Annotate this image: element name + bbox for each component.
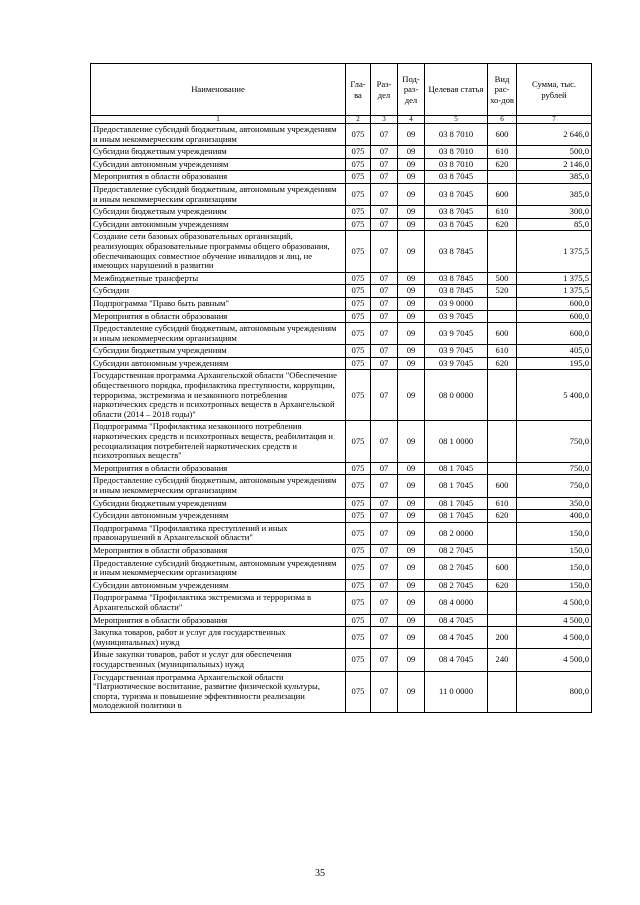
header-name: Наименование bbox=[91, 64, 346, 116]
cell-target: 08 2 7045 bbox=[425, 557, 488, 579]
table-row bbox=[91, 627, 592, 649]
table-row bbox=[91, 171, 592, 184]
cell-sum: 500,0 bbox=[517, 146, 592, 159]
table-row bbox=[91, 183, 592, 205]
cell-name: Межбюджетные трансферты bbox=[91, 272, 346, 285]
table-row bbox=[91, 462, 592, 475]
column-number-row bbox=[91, 116, 592, 124]
cell-target: 08 1 7045 bbox=[425, 497, 488, 510]
table-row bbox=[91, 592, 592, 614]
cell-podrazdel: 09 bbox=[398, 579, 425, 592]
cell-name: Мероприятия в области образования bbox=[91, 171, 346, 184]
cell-podrazdel: 09 bbox=[398, 323, 425, 345]
cell-name: Предоставление субсидий бюджетным, автономным учреждениям и иным некоммерческим организациям bbox=[91, 124, 346, 146]
cell-vid: 500 bbox=[488, 272, 517, 285]
table-row bbox=[91, 297, 592, 310]
cell-target: 08 2 7045 bbox=[425, 579, 488, 592]
cell-glava: 075 bbox=[346, 285, 371, 298]
cell-razdel: 07 bbox=[371, 544, 398, 557]
cell-glava: 075 bbox=[346, 579, 371, 592]
cell-target: 03 8 7845 bbox=[425, 272, 488, 285]
table-row bbox=[91, 310, 592, 323]
cell-podrazdel: 09 bbox=[398, 370, 425, 421]
cell-razdel: 07 bbox=[371, 557, 398, 579]
cell-vid: 600 bbox=[488, 183, 517, 205]
cell-podrazdel: 09 bbox=[398, 614, 425, 627]
cell-name: Создание сети базовых образовательных организаций, реализующих образовательные программы общего образования, обеспечивающих совместное обучение инвалидов и лиц, не имеющих нарушений в развитии bbox=[91, 231, 346, 272]
cell-razdel: 07 bbox=[371, 124, 398, 146]
cell-name: Подпрограмма "Профилактика экстремизма и терроризма в Архангельской области" bbox=[91, 592, 346, 614]
cell-razdel: 07 bbox=[371, 171, 398, 184]
cell-podrazdel: 09 bbox=[398, 146, 425, 159]
cell-target: 08 2 0000 bbox=[425, 522, 488, 544]
cell-razdel: 07 bbox=[371, 475, 398, 497]
cell-sum: 350,0 bbox=[517, 497, 592, 510]
table-row bbox=[91, 206, 592, 219]
table-row bbox=[91, 345, 592, 358]
cell-podrazdel: 09 bbox=[398, 522, 425, 544]
cell-name: Мероприятия в области образования bbox=[91, 462, 346, 475]
cell-name: Субсидии автономным учреждениям bbox=[91, 510, 346, 523]
cell-razdel: 07 bbox=[371, 649, 398, 671]
cell-podrazdel: 09 bbox=[398, 124, 425, 146]
cell-sum: 750,0 bbox=[517, 462, 592, 475]
cell-name: Государственная программа Архангельской области "Обеспечение общественного порядка, профилактика преступности, коррупции, терроризма, экстремизма и незаконного потребления наркотических средств и психотропных веществ в Архангельской области (2014 – 2018 годы)" bbox=[91, 370, 346, 421]
cell-razdel: 07 bbox=[371, 522, 398, 544]
cell-name: Субсидии бюджетным учреждениям bbox=[91, 345, 346, 358]
cell-glava: 075 bbox=[346, 421, 371, 462]
cell-glava: 075 bbox=[346, 357, 371, 370]
cell-sum: 150,0 bbox=[517, 544, 592, 557]
cell-podrazdel: 09 bbox=[398, 462, 425, 475]
cell-target: 08 1 7045 bbox=[425, 510, 488, 523]
cell-sum: 5 400,0 bbox=[517, 370, 592, 421]
cell-podrazdel: 09 bbox=[398, 627, 425, 649]
column-number: 2 bbox=[346, 116, 371, 124]
cell-sum: 405,0 bbox=[517, 345, 592, 358]
cell-podrazdel: 09 bbox=[398, 671, 425, 712]
cell-razdel: 07 bbox=[371, 614, 398, 627]
table-row bbox=[91, 158, 592, 171]
cell-sum: 2 146,0 bbox=[517, 158, 592, 171]
cell-sum: 600,0 bbox=[517, 323, 592, 345]
cell-glava: 075 bbox=[346, 497, 371, 510]
cell-glava: 075 bbox=[346, 171, 371, 184]
cell-razdel: 07 bbox=[371, 510, 398, 523]
table-row bbox=[91, 146, 592, 159]
cell-sum: 195,0 bbox=[517, 357, 592, 370]
cell-sum: 4 500,0 bbox=[517, 614, 592, 627]
cell-razdel: 07 bbox=[371, 462, 398, 475]
cell-razdel: 07 bbox=[371, 421, 398, 462]
column-number: 6 bbox=[488, 116, 517, 124]
header-glava: Гла-ва bbox=[346, 64, 371, 116]
cell-glava: 075 bbox=[346, 345, 371, 358]
column-number: 4 bbox=[398, 116, 425, 124]
cell-glava: 075 bbox=[346, 370, 371, 421]
table-row bbox=[91, 370, 592, 421]
cell-vid: 600 bbox=[488, 557, 517, 579]
cell-target: 03 8 7010 bbox=[425, 158, 488, 171]
cell-podrazdel: 09 bbox=[398, 475, 425, 497]
cell-podrazdel: 09 bbox=[398, 158, 425, 171]
cell-target: 08 4 7045 bbox=[425, 649, 488, 671]
cell-name: Субсидии автономным учреждениям bbox=[91, 579, 346, 592]
table-row bbox=[91, 357, 592, 370]
cell-razdel: 07 bbox=[371, 323, 398, 345]
cell-podrazdel: 09 bbox=[398, 345, 425, 358]
cell-sum: 600,0 bbox=[517, 297, 592, 310]
cell-name: Мероприятия в области образования bbox=[91, 614, 346, 627]
cell-name: Субсидии автономным учреждениям bbox=[91, 158, 346, 171]
cell-razdel: 07 bbox=[371, 285, 398, 298]
cell-sum: 1 375,5 bbox=[517, 272, 592, 285]
cell-podrazdel: 09 bbox=[398, 649, 425, 671]
cell-glava: 075 bbox=[346, 297, 371, 310]
cell-target: 03 9 7045 bbox=[425, 310, 488, 323]
cell-target: 11 0 0000 bbox=[425, 671, 488, 712]
cell-vid bbox=[488, 171, 517, 184]
cell-glava: 075 bbox=[346, 183, 371, 205]
cell-sum: 150,0 bbox=[517, 557, 592, 579]
cell-razdel: 07 bbox=[371, 345, 398, 358]
cell-podrazdel: 09 bbox=[398, 218, 425, 231]
table-row bbox=[91, 323, 592, 345]
cell-glava: 075 bbox=[346, 475, 371, 497]
cell-name: Подпрограмма "Профилактика преступлений и иных правонарушений в Архангельской области" bbox=[91, 522, 346, 544]
cell-target: 03 8 7045 bbox=[425, 171, 488, 184]
cell-razdel: 07 bbox=[371, 627, 398, 649]
cell-razdel: 07 bbox=[371, 218, 398, 231]
header-sum: Сумма, тыс. рублей bbox=[517, 64, 592, 116]
cell-name: Мероприятия в области образования bbox=[91, 544, 346, 557]
cell-razdel: 07 bbox=[371, 206, 398, 219]
cell-target: 08 1 7045 bbox=[425, 475, 488, 497]
cell-vid bbox=[488, 614, 517, 627]
cell-glava: 075 bbox=[346, 522, 371, 544]
cell-name: Государственная программа Архангельской области "Патриотическое воспитание, развитие физической культуры, спорта, туризма и повышение эффективности реализации молодежной политики в bbox=[91, 671, 346, 712]
cell-podrazdel: 09 bbox=[398, 357, 425, 370]
cell-vid: 600 bbox=[488, 323, 517, 345]
cell-podrazdel: 09 bbox=[398, 510, 425, 523]
cell-sum: 2 646,0 bbox=[517, 124, 592, 146]
cell-sum: 750,0 bbox=[517, 421, 592, 462]
cell-vid: 240 bbox=[488, 649, 517, 671]
cell-name: Предоставление субсидий бюджетным, автономным учреждениям и иным некоммерческим организациям bbox=[91, 475, 346, 497]
cell-razdel: 07 bbox=[371, 310, 398, 323]
header-vid: Вид рас-хо-дов bbox=[488, 64, 517, 116]
table-row bbox=[91, 544, 592, 557]
cell-target: 03 8 7010 bbox=[425, 146, 488, 159]
cell-name: Предоставление субсидий бюджетным, автономным учреждениям и иным некоммерческим организациям bbox=[91, 183, 346, 205]
cell-vid bbox=[488, 297, 517, 310]
table-row bbox=[91, 475, 592, 497]
cell-name: Подпрограмма "Профилактика незаконного потребления наркотических средств и психотропных веществ, реабилитация и ресоциализация потребителей наркотических средств и психотропных веществ" bbox=[91, 421, 346, 462]
cell-sum: 4 500,0 bbox=[517, 649, 592, 671]
cell-vid bbox=[488, 310, 517, 323]
cell-sum: 85,0 bbox=[517, 218, 592, 231]
cell-name: Субсидии бюджетным учреждениям bbox=[91, 497, 346, 510]
cell-name: Мероприятия в области образования bbox=[91, 310, 346, 323]
cell-target: 03 8 7045 bbox=[425, 183, 488, 205]
cell-name: Предоставление субсидий бюджетным, автономным учреждениям и иным некоммерческим организациям bbox=[91, 557, 346, 579]
cell-glava: 075 bbox=[346, 671, 371, 712]
cell-vid: 600 bbox=[488, 475, 517, 497]
cell-sum: 750,0 bbox=[517, 475, 592, 497]
cell-glava: 075 bbox=[346, 146, 371, 159]
table-row bbox=[91, 421, 592, 462]
cell-razdel: 07 bbox=[371, 592, 398, 614]
cell-target: 03 9 7045 bbox=[425, 323, 488, 345]
cell-target: 03 9 7045 bbox=[425, 357, 488, 370]
cell-podrazdel: 09 bbox=[398, 297, 425, 310]
column-number: 7 bbox=[517, 116, 592, 124]
cell-podrazdel: 09 bbox=[398, 592, 425, 614]
table-row bbox=[91, 671, 592, 712]
cell-vid: 610 bbox=[488, 497, 517, 510]
cell-glava: 075 bbox=[346, 627, 371, 649]
cell-razdel: 07 bbox=[371, 158, 398, 171]
cell-sum: 150,0 bbox=[517, 522, 592, 544]
cell-glava: 075 bbox=[346, 649, 371, 671]
table-body bbox=[91, 124, 592, 713]
header-podrazdel: Под-раз-дел bbox=[398, 64, 425, 116]
cell-vid: 620 bbox=[488, 510, 517, 523]
table-row bbox=[91, 285, 592, 298]
cell-podrazdel: 09 bbox=[398, 310, 425, 323]
cell-name: Субсидии bbox=[91, 285, 346, 298]
table-row bbox=[91, 497, 592, 510]
cell-sum: 385,0 bbox=[517, 171, 592, 184]
cell-razdel: 07 bbox=[371, 146, 398, 159]
cell-razdel: 07 bbox=[371, 370, 398, 421]
cell-glava: 075 bbox=[346, 592, 371, 614]
cell-name: Иные закупки товаров, работ и услуг для обеспечения государственных (муниципальных) нужд bbox=[91, 649, 346, 671]
cell-sum: 150,0 bbox=[517, 579, 592, 592]
cell-glava: 075 bbox=[346, 614, 371, 627]
table-row bbox=[91, 124, 592, 146]
cell-target: 03 8 7845 bbox=[425, 285, 488, 298]
cell-podrazdel: 09 bbox=[398, 497, 425, 510]
table-row bbox=[91, 522, 592, 544]
table-row bbox=[91, 614, 592, 627]
cell-podrazdel: 09 bbox=[398, 183, 425, 205]
cell-sum: 385,0 bbox=[517, 183, 592, 205]
cell-vid: 520 bbox=[488, 285, 517, 298]
cell-vid: 610 bbox=[488, 146, 517, 159]
cell-name: Закупка товаров, работ и услуг для государственных (муниципальных) нужд bbox=[91, 627, 346, 649]
cell-razdel: 07 bbox=[371, 579, 398, 592]
cell-vid bbox=[488, 370, 517, 421]
cell-podrazdel: 09 bbox=[398, 171, 425, 184]
cell-sum: 1 375,5 bbox=[517, 285, 592, 298]
cell-sum: 800,0 bbox=[517, 671, 592, 712]
cell-target: 03 8 7845 bbox=[425, 231, 488, 272]
cell-target: 03 8 7010 bbox=[425, 124, 488, 146]
column-number: 3 bbox=[371, 116, 398, 124]
table-row bbox=[91, 510, 592, 523]
cell-target: 03 8 7045 bbox=[425, 206, 488, 219]
cell-sum: 400,0 bbox=[517, 510, 592, 523]
cell-vid bbox=[488, 522, 517, 544]
cell-vid bbox=[488, 544, 517, 557]
table-row bbox=[91, 649, 592, 671]
table-row bbox=[91, 231, 592, 272]
cell-target: 03 8 7045 bbox=[425, 218, 488, 231]
cell-razdel: 07 bbox=[371, 183, 398, 205]
cell-vid bbox=[488, 231, 517, 272]
cell-glava: 075 bbox=[346, 557, 371, 579]
cell-target: 08 0 0000 bbox=[425, 370, 488, 421]
cell-vid bbox=[488, 421, 517, 462]
cell-name: Субсидии автономным учреждениям bbox=[91, 357, 346, 370]
page-number: 35 bbox=[315, 868, 325, 879]
cell-name: Субсидии бюджетным учреждениям bbox=[91, 146, 346, 159]
cell-razdel: 07 bbox=[371, 297, 398, 310]
cell-podrazdel: 09 bbox=[398, 557, 425, 579]
cell-vid: 620 bbox=[488, 158, 517, 171]
cell-target: 08 4 7045 bbox=[425, 614, 488, 627]
cell-sum: 4 500,0 bbox=[517, 592, 592, 614]
cell-vid: 200 bbox=[488, 627, 517, 649]
cell-target: 08 1 7045 bbox=[425, 462, 488, 475]
cell-sum: 1 375,5 bbox=[517, 231, 592, 272]
cell-target: 03 9 7045 bbox=[425, 345, 488, 358]
cell-glava: 075 bbox=[346, 206, 371, 219]
cell-razdel: 07 bbox=[371, 671, 398, 712]
cell-glava: 075 bbox=[346, 231, 371, 272]
cell-vid: 620 bbox=[488, 218, 517, 231]
cell-podrazdel: 09 bbox=[398, 206, 425, 219]
cell-vid: 600 bbox=[488, 124, 517, 146]
cell-razdel: 07 bbox=[371, 357, 398, 370]
cell-target: 08 4 7045 bbox=[425, 627, 488, 649]
header-razdel: Раз-дел bbox=[371, 64, 398, 116]
cell-vid: 620 bbox=[488, 579, 517, 592]
header-target: Целевая статья bbox=[425, 64, 488, 116]
cell-glava: 075 bbox=[346, 158, 371, 171]
table-row bbox=[91, 557, 592, 579]
cell-glava: 075 bbox=[346, 310, 371, 323]
cell-name: Подпрограмма "Право быть равным" bbox=[91, 297, 346, 310]
cell-podrazdel: 09 bbox=[398, 231, 425, 272]
cell-podrazdel: 09 bbox=[398, 272, 425, 285]
cell-vid: 620 bbox=[488, 357, 517, 370]
cell-vid bbox=[488, 671, 517, 712]
cell-glava: 075 bbox=[346, 462, 371, 475]
header-row bbox=[91, 64, 592, 116]
cell-podrazdel: 09 bbox=[398, 421, 425, 462]
table-row bbox=[91, 218, 592, 231]
budget-table bbox=[90, 63, 592, 713]
cell-sum: 4 500,0 bbox=[517, 627, 592, 649]
cell-name: Субсидии автономным учреждениям bbox=[91, 218, 346, 231]
cell-podrazdel: 09 bbox=[398, 285, 425, 298]
cell-vid: 610 bbox=[488, 206, 517, 219]
cell-podrazdel: 09 bbox=[398, 544, 425, 557]
cell-razdel: 07 bbox=[371, 272, 398, 285]
cell-sum: 300,0 bbox=[517, 206, 592, 219]
table-row bbox=[91, 579, 592, 592]
cell-razdel: 07 bbox=[371, 497, 398, 510]
cell-vid bbox=[488, 592, 517, 614]
cell-glava: 075 bbox=[346, 218, 371, 231]
cell-target: 03 9 0000 bbox=[425, 297, 488, 310]
table-row bbox=[91, 272, 592, 285]
cell-target: 08 1 0000 bbox=[425, 421, 488, 462]
cell-name: Субсидии бюджетным учреждениям bbox=[91, 206, 346, 219]
cell-vid: 610 bbox=[488, 345, 517, 358]
cell-glava: 075 bbox=[346, 510, 371, 523]
column-number: 1 bbox=[91, 116, 346, 124]
cell-target: 08 2 7045 bbox=[425, 544, 488, 557]
cell-target: 08 4 0000 bbox=[425, 592, 488, 614]
cell-glava: 075 bbox=[346, 323, 371, 345]
cell-glava: 075 bbox=[346, 124, 371, 146]
cell-sum: 600,0 bbox=[517, 310, 592, 323]
cell-glava: 075 bbox=[346, 544, 371, 557]
cell-razdel: 07 bbox=[371, 231, 398, 272]
cell-glava: 075 bbox=[346, 272, 371, 285]
column-number: 5 bbox=[425, 116, 488, 124]
cell-vid bbox=[488, 462, 517, 475]
cell-name: Предоставление субсидий бюджетным, автономным учреждениям и иным некоммерческим организациям bbox=[91, 323, 346, 345]
